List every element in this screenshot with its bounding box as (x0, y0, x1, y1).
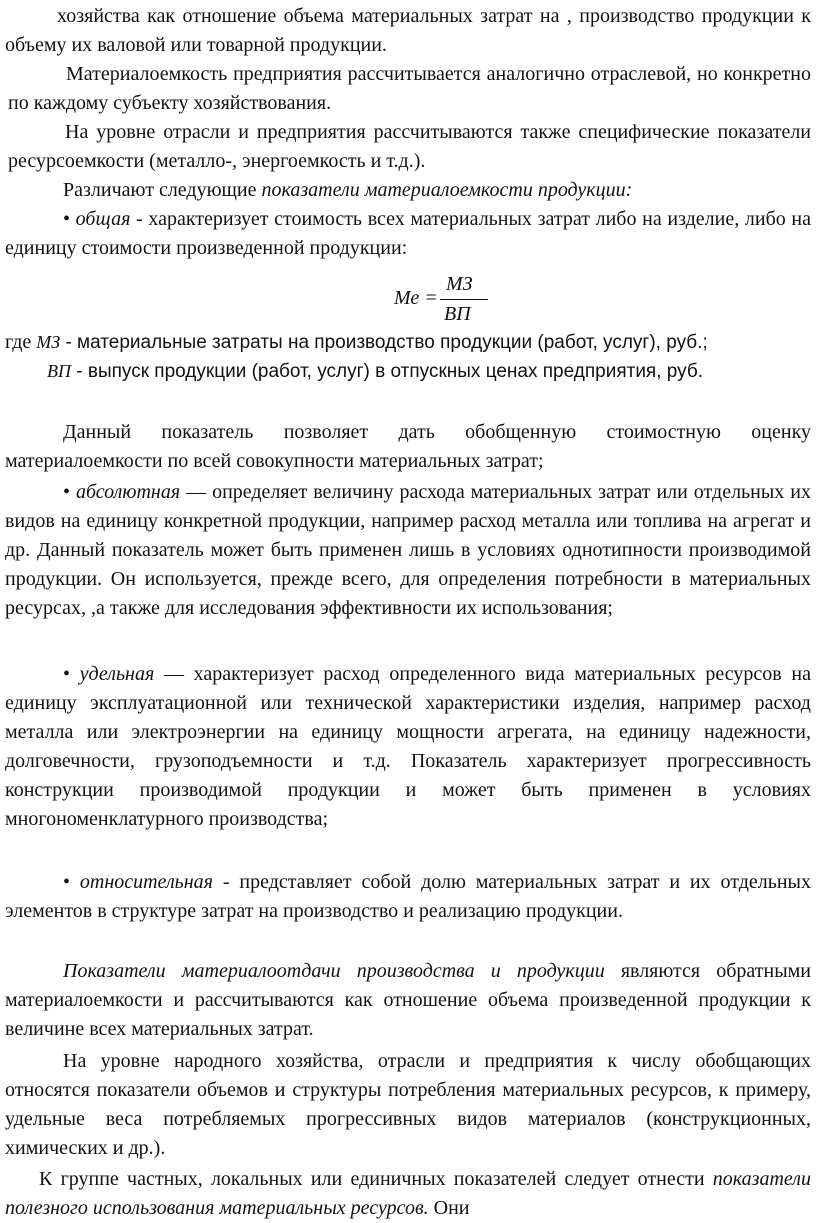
paragraph-3: На уровне отрасли и предприятия рассчитываются также специфические показатели ресурсоемкости (металло-, энергоемкость и т.д.). (8, 121, 811, 172)
definition-mz: где МЗ - материальные затраты на производство продукции (работ, услуг), руб.; (5, 331, 708, 353)
paragraph-6: Данный показатель позволяет дать обобщенную стоимостную оценку материалоемкости по всей совокупности материальных затрат; (5, 421, 811, 472)
paragraph-10: Показатели материалоотдачи производства и продукции являются обратными материалоемкости и рассчитываются как отношение объема произведенной продукции к величине всех материальных затрат. (5, 960, 811, 1040)
formula-lhs: Ме = (394, 287, 438, 309)
paragraph-1: хозяйства как отношение объема материальных затрат на , производство продукции к объему их валовой или товарной продукции. (5, 5, 811, 56)
list-item-specific: • удельная — характеризует расход определенного вида материальных ресурсов на единицу эксплуатационной или технической характеристики изделия, например расход металла или электроэнергии на единицу мощности агрегата, на единицу надежности, долговечности, грузоподъемности и т.д. Показатель характеризует прогрессивность конструкции производимой продукции и может быть применен в условиях многономенклатурного производства; (5, 663, 811, 830)
formula-material-intensity (392, 270, 492, 328)
paragraph-11: На уровне народного хозяйства, отрасли и предприятия к числу обобщающих относятся показатели объемов и структуры потребления материальных ресурсов, к примеру, удельные веса потребляемых прогрессивных видов материалов (конструкционных, химических и др.). (5, 1050, 811, 1159)
paragraph-2: Материалоемкость предприятия рассчитывается аналогично отраслевой, но конкретно по каждому субъекту хозяйствования. (8, 63, 811, 114)
paragraph-12: К группе частных, локальных или единичных показателей следует отнести показатели полезного использования материальных ресурсов. Они (5, 1168, 811, 1219)
formula-denominator: ВП (444, 303, 471, 325)
italic-term: показатели материалоемкости продукции: (261, 179, 633, 201)
italic-term: Показатели материалоотдачи производства и продукции (63, 960, 605, 982)
list-item-general: • общая - характеризует стоимость всех материальных затрат либо на изделие, либо на единицу стоимости произведенной продукции: (5, 208, 811, 259)
term-specific: удельная (79, 663, 155, 685)
definition-vp: ВП - выпуск продукции (работ, услуг) в отпускных ценах предприятия, руб. (47, 361, 704, 382)
abbr-vp: ВП (47, 361, 71, 381)
paragraph-4: Различают следующие показатели материалоемкости продукции: (63, 179, 633, 201)
list-item-absolute: • абсолютная — определяет величину расхода материальных затрат или отдельных их видов на единицу конкретной продукции, например расход металла или топлива на агрегат и др. Данный показатель может быть применен лишь в условиях однотипности производимой продукции. Он используется, прежде всего, для определения потребности в материальных ресурсах, ,а также для исследования эффективности их использования; (5, 481, 811, 619)
term-relative: относительная (79, 871, 213, 893)
italic-term: показатели полезного использования материальных ресурсов. (5, 1168, 811, 1219)
list-item-relative: • относительная - представляет собой долю материальных затрат и их отдельных элементов в структуре затрат на производство и реализацию продукции. (5, 871, 811, 922)
term-general: общая (75, 208, 131, 230)
formula-numerator: МЗ (446, 273, 473, 295)
term-absolute: абсолютная (75, 481, 181, 503)
abbr-mz: МЗ (36, 332, 61, 352)
